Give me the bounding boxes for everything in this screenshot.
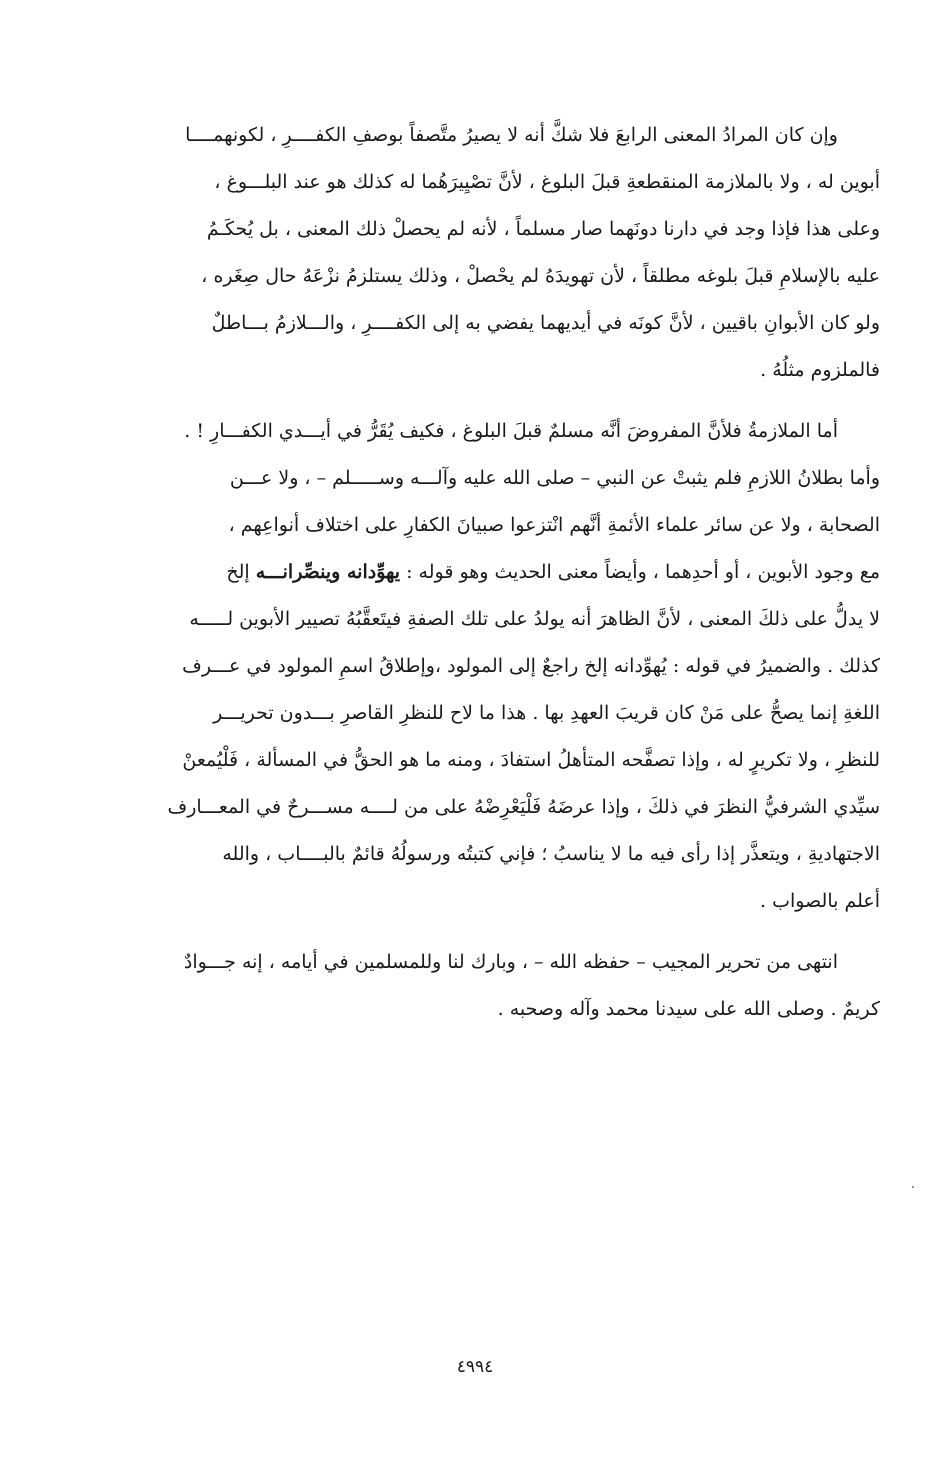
text-line: فالملزوم مثلُهُ . bbox=[760, 359, 880, 381]
text-line: للنظرِ ، ولا تكريرٍ له ، وإذا تصفَّحه المتأهلُ استفادَ ، ومنه ما هو الحقُّ في المسألة ، فَلْيُمعنْ bbox=[182, 749, 880, 771]
paragraph-2 bbox=[72, 408, 880, 925]
text-line: ولو كان الأبوانِ باقيين ، لأنَّ كونَه في أيديهما يفضي به إلى الكفــــرِ ، والـــلازمُ بـــاطلٌ bbox=[211, 312, 880, 334]
page-body bbox=[72, 112, 880, 1047]
text-line: وعلى هذا فإذا وجد في دارنا دونَهما صار مسلماً ، لأنه لم يحصلْ ذلك المعنى ، بل يُحكَـمُ bbox=[206, 218, 880, 240]
paragraph-1 bbox=[72, 112, 880, 394]
text-line: انتهى من تحرير المجيب – حفظه الله – ، وبارك لنا وللمسلمين في أيامه ، إنه جـــوادٌ bbox=[183, 951, 838, 973]
hadith-quote: يهوِّدانه وينصِّرانـــه bbox=[255, 561, 401, 583]
margin-mark bbox=[912, 1186, 914, 1188]
text-line: لا يدلُّ على ذلكَ المعنى ، لأنَّ الظاهرَ أنه يولدُ على تلك الصفةِ فيتَعقَّبُهُ تصيير الأبوين لـــــه bbox=[189, 608, 880, 630]
line-text: مع وجود الأبوين ، أو أحدِهما ، وأيضاً معنى الحديث وهو قوله : bbox=[400, 561, 880, 583]
text-line: عليه بالإسلامِ قبلَ بلوغه مطلقاً ، لأن تهويدَهُ لم يحْصلْ ، وذلك يستلزمُ نزْعَهُ حال صِغَره ، bbox=[201, 265, 880, 287]
text-line: أبوين له ، ولا بالملازمة المنقطعةِ قبلَ البلوغ ، لأنَّ تصْيِيرَهُما له كذلك هو عند البلـــوغ ، bbox=[214, 171, 880, 193]
text-line: كذلك . والضميرُ في قوله : يُهوِّدانه إلخ راجعٌ إلى المولود ،وإطلاقُ اسمِ المولود في عـــرف bbox=[182, 655, 880, 677]
text-line: وأما بطلانُ اللازمِ فلم يثبتْ عن النبي – صلى الله عليه وآلـــه وســـــلم – ، ولا عـــن bbox=[229, 467, 880, 489]
text-line: سيِّدي الشرفيُّ النظرَ في ذلكَ ، وإذا عرضَهُ فَلْيَعْرِضْهُ على من لــــه مســـرحٌ في المعـــارف bbox=[167, 796, 880, 818]
page-number: ٤٩٩٤ bbox=[456, 1357, 494, 1377]
text-line: أما الملازمةُ فلأنَّ المفروضَ أنَّه مسلمٌ قبلَ البلوغ ، فكيف يُقَرُّ في أيـــدي الكفـــارِ ! . bbox=[184, 420, 838, 442]
text-line: وإن كان المرادُ المعنى الرابعَ فلا شكَّ أنه لا يصيرُ متَّصفاً بوصفِ الكفــــرِ ، لكونهمــــا bbox=[185, 124, 838, 146]
text-line: اللغةِ إنما يصحُّ على مَنْ كان قريبَ العهدِ بها . هذا ما لاح للنظرِ القاصرِ بـــدون تحريـــر bbox=[213, 702, 880, 724]
text-line: الصحابة ، ولا عن سائر علماء الأئمةِ أنَّهم انْتزعوا صبيانَ الكفارِ على اختلاف أنواعِهم ، bbox=[228, 514, 880, 536]
text-line: كريمٌ . وصلى الله على سيدنا محمد وآله وصحبه . bbox=[497, 998, 880, 1020]
text-line-hadith bbox=[72, 549, 880, 596]
text-line: أعلم بالصواب . bbox=[760, 890, 880, 912]
hadith-tail: إلخ bbox=[226, 561, 256, 583]
paragraph-3 bbox=[72, 939, 880, 1033]
text-line: الاجتهاديةِ ، ويتعذَّر إذا رأى فيه ما لا يناسبُ ؛ فإني كتبتُه ورسولُهُ قائمٌ بالبــــاب ، والله bbox=[222, 843, 880, 865]
